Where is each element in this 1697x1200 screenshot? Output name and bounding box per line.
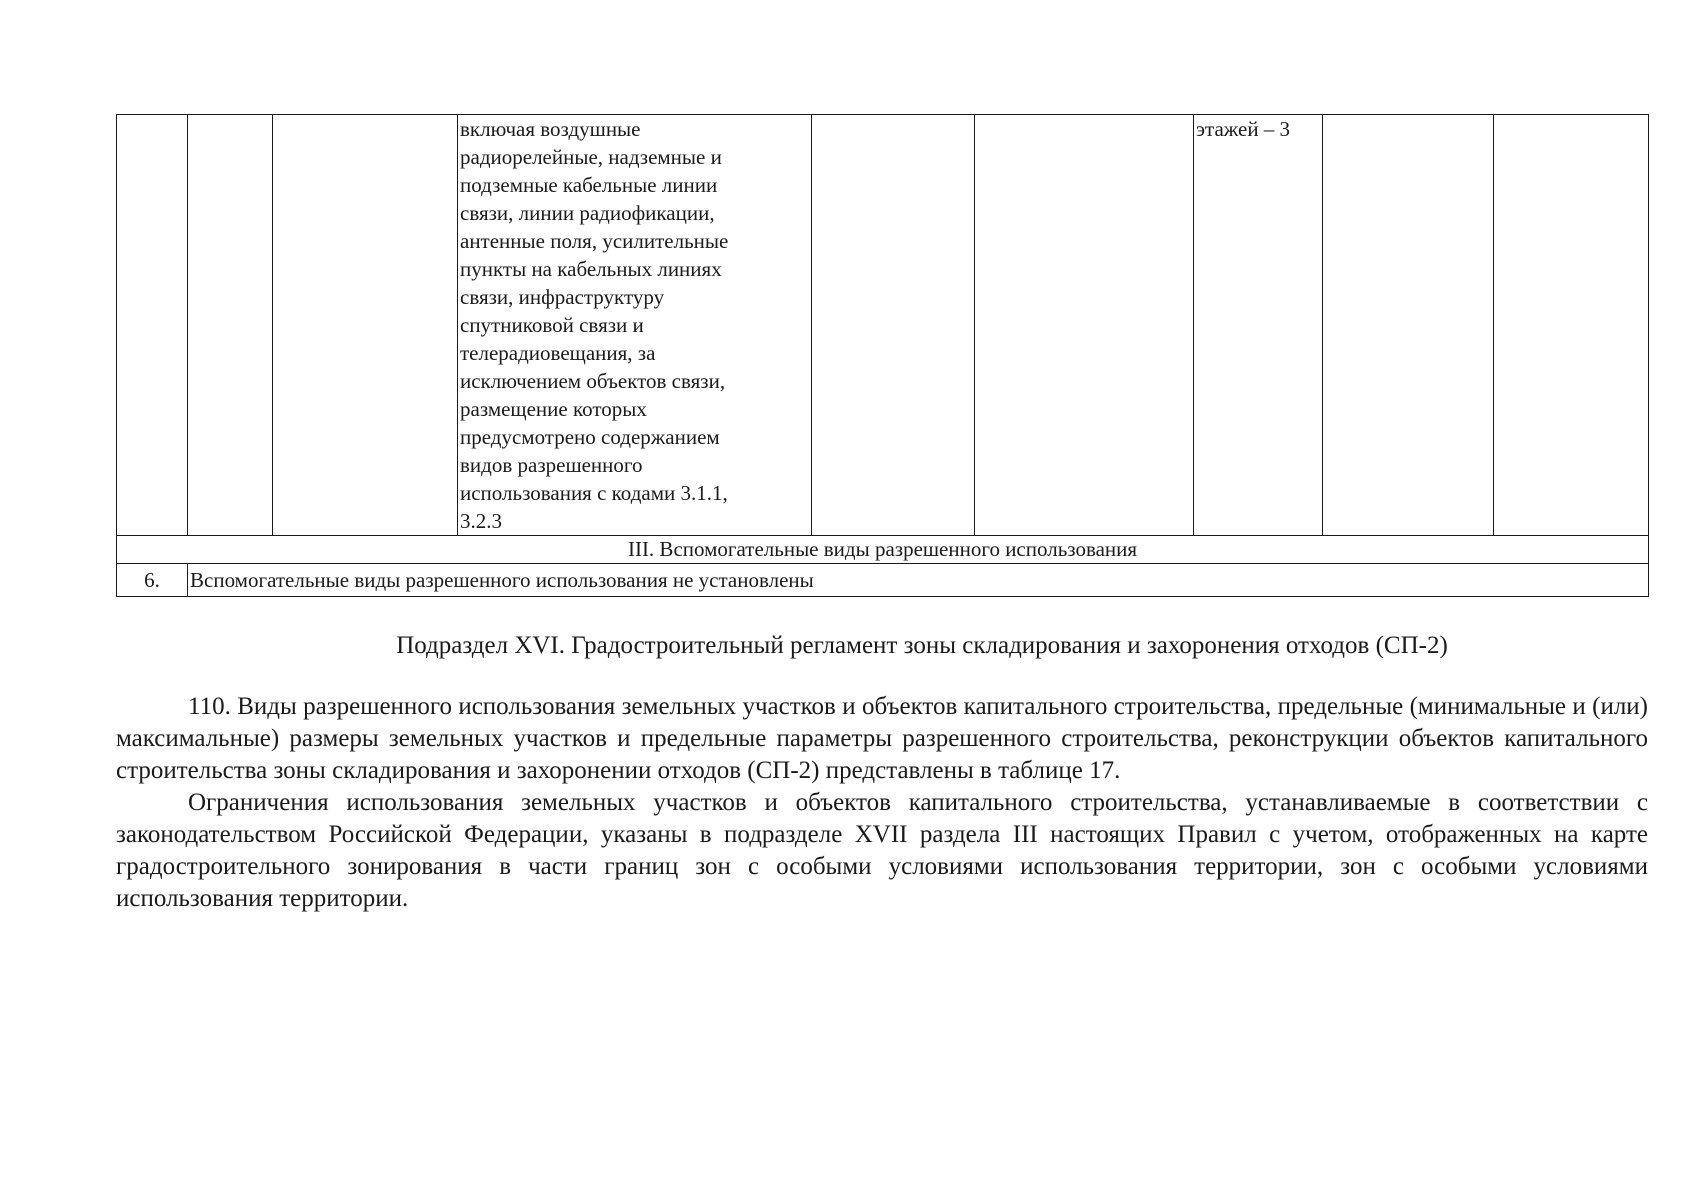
description-line: связи, линии радиофикации, bbox=[460, 201, 715, 225]
description-line: подземные кабельные линии bbox=[460, 173, 718, 197]
cell-param-1 bbox=[812, 115, 975, 536]
description-line: видов разрешенного bbox=[460, 453, 643, 477]
row-number: 6. bbox=[117, 564, 188, 597]
document-page bbox=[116, 114, 1648, 915]
description-line: спутниковой связи и bbox=[460, 313, 644, 337]
description-line: предусмотрено содержанием bbox=[460, 425, 720, 449]
paragraph-restrictions: Ограничения использования земельных участков и объектов капитального строительства, устанавливаемые в соответствии с законодательством Российской Федерации, указаны в подразделе XVII раздела III настоящих Правил с учетом, отображенных на карте градостроительного зонирования в части границ зон с особыми условиями использования территории, зон с особыми условиями использования территории. bbox=[116, 789, 1648, 912]
regulation-table bbox=[116, 114, 1649, 597]
cell-param-5 bbox=[1494, 115, 1649, 536]
description-line: пункты на кабельных линиях bbox=[460, 257, 722, 281]
table-section-row bbox=[117, 536, 1649, 564]
description-line: антенные поля, усилительные bbox=[460, 229, 729, 253]
cell-description bbox=[458, 115, 812, 536]
cell-param-4 bbox=[1323, 115, 1494, 536]
row-text: Вспомогательные виды разрешенного использования не установлены bbox=[188, 564, 1649, 597]
description-line: исключением объектов связи, bbox=[460, 369, 726, 393]
cell-name bbox=[273, 115, 458, 536]
description-line: размещение которых bbox=[460, 397, 647, 421]
description-line: связи, инфраструктуру bbox=[460, 285, 665, 309]
description-line: включая воздушные bbox=[460, 117, 641, 141]
cell-number bbox=[117, 115, 188, 536]
cell-param-2 bbox=[975, 115, 1194, 536]
cell-code bbox=[188, 115, 273, 536]
description-line: телерадиовещания, за bbox=[460, 341, 656, 365]
table-row-continued bbox=[117, 115, 1649, 536]
description-line: использования с кодами 3.1.1, bbox=[460, 481, 728, 505]
cell-floors: этажей – 3 bbox=[1194, 115, 1323, 536]
description-line: радиорелейные, надземные и bbox=[460, 145, 722, 169]
paragraph-110: 110. Виды разрешенного использования земельных участков и объектов капитального строительства, предельные (минимальные и (или) максимальные) размеры земельных участков и предельные параметры разрешенного строительства, реконструкции объектов капитального строительства зоны складирования и захоронении отходов (СП-2) представлены в таблице 17. bbox=[116, 693, 1648, 784]
section-header: III. Вспомогательные виды разрешенного использования bbox=[117, 536, 1649, 564]
description-line: 3.2.3 bbox=[460, 509, 502, 533]
table-row bbox=[117, 564, 1649, 597]
subsection-title: Подраздел XVI. Градостроительный регламент зоны складирования и захоронения отходов (СП-2) bbox=[396, 632, 1448, 659]
